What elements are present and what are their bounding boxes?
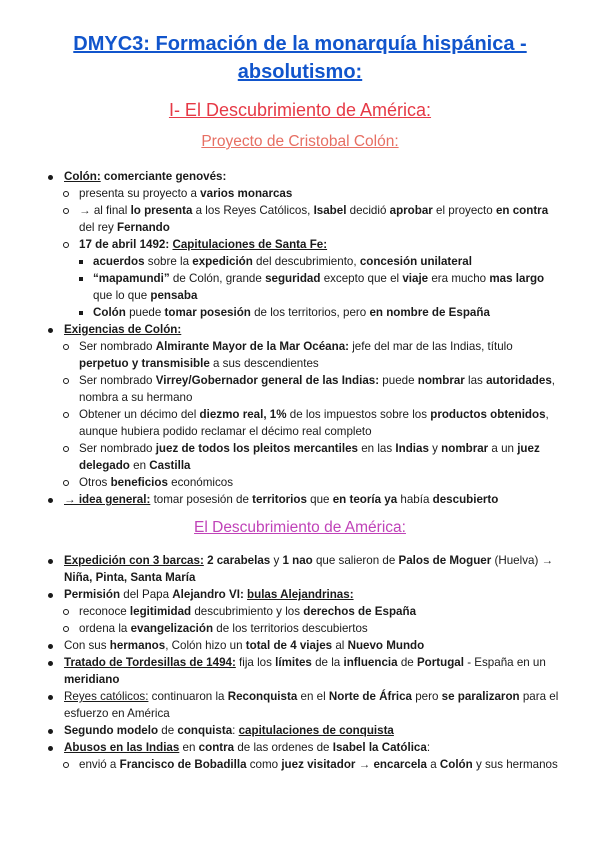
bullet-circle-icon <box>63 446 69 452</box>
bullet-square-icon <box>79 260 83 264</box>
bullet-circle-icon <box>63 762 69 768</box>
list-item-hermanos: Con sus hermanos, Colón hizo un total de 4 viajes al Nuevo Mundo <box>40 637 560 654</box>
list-item-capitulaciones: 17 de abril 1492: Capitulaciones de Santa Fe: acuerdos sobre la expedición del descubrimiento, concesión unilateral “mapamundi” de Colón, grande seguridad excepto que el viaje era mucho mas largo que lo que pensaba Colón puede tomar posesión de los territorios, pero en nombre de España <box>61 236 560 321</box>
bullet-disc-icon <box>48 498 53 503</box>
list-item: ordena la evangelización de los territorios descubiertos <box>61 620 560 637</box>
list-item-reyes-catolicos: Reyes católicos: continuaron la Reconquista en el Norte de África pero se paralizaron para el esfuerzo en América <box>40 688 560 722</box>
list-item: acuerdos sobre la expedición del descubrimiento, concesión unilateral <box>77 253 560 270</box>
list-item: Otros beneficios económicos <box>61 474 560 491</box>
list-proyecto <box>40 168 560 508</box>
bullet-disc-icon <box>48 729 53 734</box>
bullet-circle-icon <box>63 378 69 384</box>
list-item: reconoce legitimidad descubrimiento y los derechos de España <box>61 603 560 620</box>
bullet-circle-icon <box>63 191 69 197</box>
list-item-idea-general: → idea general: tomar posesión de territorios que en teoría ya había descubierto <box>40 491 560 508</box>
list-item-segundo-modelo: Segundo modelo de conquista: capitulaciones de conquista <box>40 722 560 739</box>
subheading-descubrimiento: El Descubrimiento de América: <box>194 519 406 536</box>
list-descubrimiento <box>40 552 560 773</box>
bullet-disc-icon <box>48 593 53 598</box>
bullet-square-icon <box>79 311 83 315</box>
list-item: Ser nombrado juez de todos los pleitos mercantiles en las Indias y nombrar a un juez delegado en Castilla <box>61 440 560 474</box>
list-item-tordesillas: Tratado de Tordesillas de 1494: fija los límites de la influencia de Portugal - España en un meridiano <box>40 654 560 688</box>
bullet-circle-icon <box>63 412 69 418</box>
bullet-circle-icon <box>63 208 69 214</box>
list-item: “mapamundi” de Colón, grande seguridad excepto que el viaje era mucho mas largo que lo que pensaba <box>77 270 560 304</box>
bullet-disc-icon <box>48 328 53 333</box>
list-item-colon: Colón: comerciante genovés: presenta su proyecto a varios monarcas → al final lo presenta a los Reyes Católicos, Isabel decidió aprobar el proyecto en contra del rey Fernando 17 de abril 1492: Capitulaciones de Santa Fe: acuerdos sobre la expedición del descubrimiento, concesión unilateral “mapamundi” de Colón, grande seguridad excepto que el viaje era mucho mas largo que lo que pensaba Colón puede tomar posesión de los territorios, pero en nombre de España <box>40 168 560 321</box>
bullet-disc-icon <box>48 746 53 751</box>
list-item: Obtener un décimo del diezmo real, 1% de los impuestos sobre los productos obtenidos, aunque hubiera podido reclamar el décimo real completo <box>61 406 560 440</box>
list-item-permision: Permisión del Papa Alejandro VI: bulas Alejandrinas: reconoce legitimidad descubrimiento y los derechos de España ordena la evangelización de los territorios descubiertos <box>40 586 560 637</box>
list-item: Ser nombrado Virrey/Gobernador general de las Indias: puede nombrar las autoridades, nombra a su hermano <box>61 372 560 406</box>
bullet-circle-icon <box>63 344 69 350</box>
page-title: DMYC3: Formación de la monarquía hispánica - absolutismo: <box>73 33 527 83</box>
bullet-circle-icon <box>63 626 69 632</box>
list-item: presenta su proyecto a varios monarcas <box>61 185 560 202</box>
bullet-circle-icon <box>63 480 69 486</box>
list-item: Colón puede tomar posesión de los territorios, pero en nombre de España <box>77 304 560 321</box>
bullet-square-icon <box>79 277 83 281</box>
bullet-disc-icon <box>48 695 53 700</box>
bullet-disc-icon <box>48 175 53 180</box>
bullet-disc-icon <box>48 559 53 564</box>
bullet-disc-icon <box>48 644 53 649</box>
list-item-abusos: Abusos en las Indias en contra de las ordenes de Isabel la Católica: envió a Francisco de Bobadilla como juez visitador → encarcela a Colón y sus hermanos <box>40 739 560 773</box>
list-item: envió a Francisco de Bobadilla como juez visitador → encarcela a Colón y sus hermanos <box>61 756 560 773</box>
list-item-expedicion: Expedición con 3 barcas: 2 carabelas y 1 nao que salieron de Palos de Moguer (Huelva) → Niña, Pinta, Santa María <box>40 552 560 586</box>
list-item: Ser nombrado Almirante Mayor de la Mar Océana: jefe del mar de las Indias, título perpetuo y transmisible a sus descendientes <box>61 338 560 372</box>
bullet-disc-icon <box>48 661 53 666</box>
bullet-circle-icon <box>63 242 69 248</box>
bullet-circle-icon <box>63 609 69 615</box>
list-item: → al final lo presenta a los Reyes Católicos, Isabel decidió aprobar el proyecto en contra del rey Fernando <box>61 202 560 236</box>
subheading-proyecto-colon: Proyecto de Cristobal Colón: <box>201 133 399 150</box>
list-item-exigencias: Exigencias de Colón: Ser nombrado Almirante Mayor de la Mar Océana: jefe del mar de las Indias, título perpetuo y transmisible a sus descendientes Ser nombrado Virrey/Gobernador general de las Indias: puede nombrar las autoridades, nombra a su hermano Obtener un décimo del diezmo real, 1% de los impuestos sobre los productos obtenidos, aunque hubiera podido reclamar el décimo real completo Ser nombrado juez de todos los pleitos mercantiles en las Indias y nombrar a un juez delegado en Castilla Otros beneficios económicos <box>40 321 560 491</box>
section-heading-descubrimiento: I- El Descubrimiento de América: <box>168 100 432 120</box>
